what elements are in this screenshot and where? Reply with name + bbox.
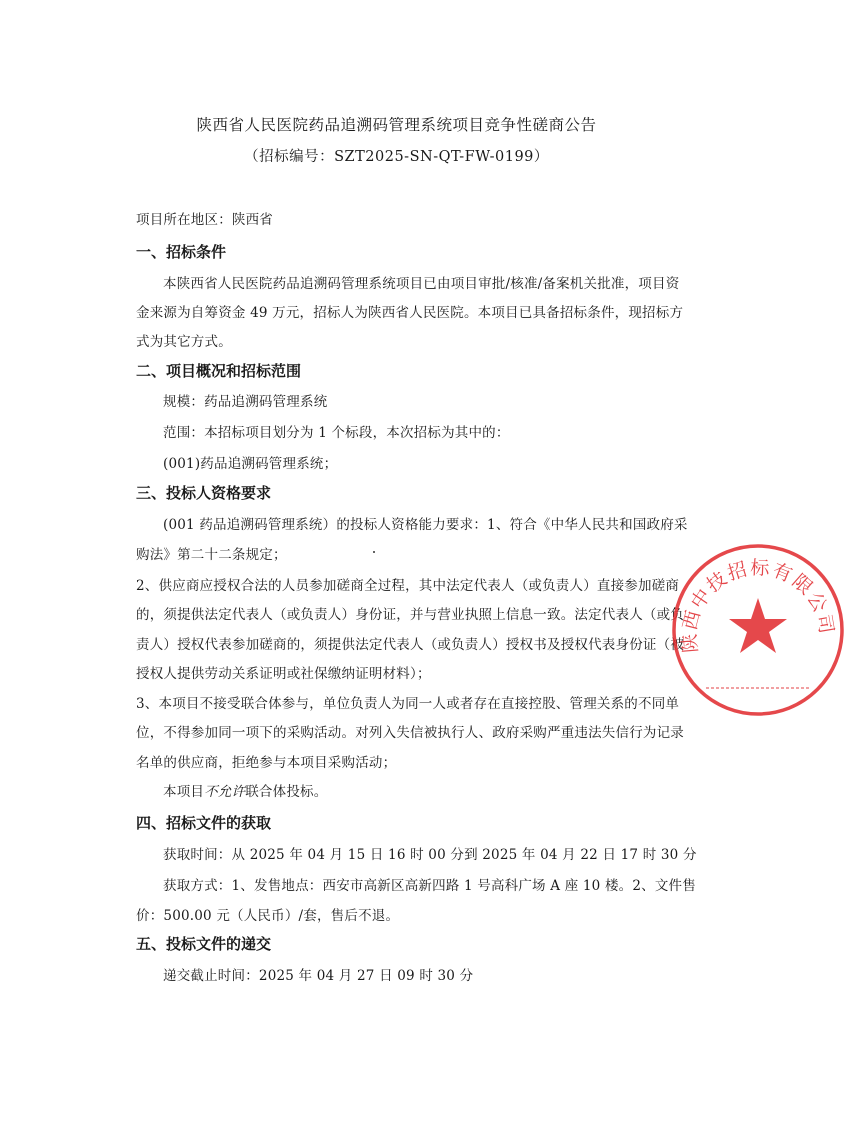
paragraph-line: 金来源为自筹资金 49 万元，招标人为陕西省人民医院。本项目已具备招标条件，现招标方 bbox=[136, 305, 684, 321]
acquisition-time: 获取时间：从 2025 年 04 月 15 日 16 时 00 分到 2025 年 04 月 22 日 17 时 30 分 bbox=[163, 847, 697, 863]
seal-text: 陕西中技招标有限公司 bbox=[678, 557, 838, 654]
section-heading-4: 四、招标文件的获取 bbox=[136, 814, 272, 832]
paragraph-line: 位，不得参加同一项下的采购活动。对列入失信被执行人、政府采购严重违法失信行为记录 bbox=[136, 725, 684, 741]
paragraph-line: 授权人提供劳动关系证明或社保缴纳证明材料）； bbox=[136, 666, 431, 682]
project-region: 项目所在地区：陕西省 bbox=[136, 212, 273, 228]
section-heading-5: 五、投标文件的递交 bbox=[136, 935, 272, 953]
paragraph-line: 式为其它方式。 bbox=[136, 334, 232, 350]
lot-item: (001)药品追溯码管理系统； bbox=[163, 456, 338, 472]
consortium-note-emphasis: 不允许 bbox=[204, 784, 246, 800]
consortium-note-c: 联合体投标。 bbox=[245, 784, 328, 800]
paragraph-line: 本陕西省人民医院药品追溯码管理系统项目已由项目审批/核准/备案机关批准，项目资 bbox=[163, 276, 680, 292]
acquisition-method-cont: 价：500.00 元（人民币）/套，售后不退。 bbox=[136, 908, 400, 924]
paragraph-line: 责人）授权代表参加磋商的，须提供法定代表人（或负责人）授权书及授权代表身份证（被 bbox=[136, 637, 684, 653]
acquisition-method: 获取方式：1、发售地点：西安市高新区高新四路 1 号高科广场 A 座 10 楼。2、文件售 bbox=[163, 878, 696, 894]
consortium-note-a: 本项目 bbox=[163, 784, 205, 800]
paragraph-line: 名单的供应商，拒绝参与本项目采购活动； bbox=[136, 755, 397, 771]
stray-dot bbox=[373, 551, 375, 553]
paragraph-line: 购法》第二十二条规定； bbox=[136, 547, 287, 563]
company-seal-stamp bbox=[668, 540, 848, 720]
submission-deadline: 递交截止时间：2025 年 04 月 27 日 09 时 30 分 bbox=[163, 968, 474, 984]
tender-number: （招标编号：SZT2025-SN-QT-FW-0199） bbox=[244, 149, 549, 165]
section-heading-3: 三、投标人资格要求 bbox=[136, 484, 272, 502]
paragraph-line: 2、供应商应授权合法的人员参加磋商全过程，其中法定代表人（或负责人）直接参加磋商 bbox=[136, 578, 680, 594]
project-scale: 规模：药品追溯码管理系统 bbox=[163, 394, 328, 410]
section-heading-2: 二、项目概况和招标范围 bbox=[136, 362, 302, 380]
document-title: 陕西省人民医院药品追溯码管理系统项目竞争性磋商公告 bbox=[196, 116, 597, 134]
seal-star-icon bbox=[729, 598, 787, 653]
section-heading-1: 一、招标条件 bbox=[136, 243, 227, 261]
paragraph-line: 3、本项目不接受联合体参与，单位负责人为同一人或者存在直接控股、管理关系的不同单 bbox=[136, 696, 680, 712]
paragraph-line: 的，须提供法定代表人（或负责人）身份证，并与营业执照上信息一致。法定代表人（或负 bbox=[136, 607, 684, 623]
paragraph-line: (001 药品追溯码管理系统）的投标人资格能力要求：1、符合《中华人民共和国政府采 bbox=[163, 517, 688, 533]
project-scope: 范围：本招标项目划分为 1 个标段，本次招标为其中的： bbox=[163, 425, 510, 441]
consortium-note bbox=[163, 780, 327, 800]
